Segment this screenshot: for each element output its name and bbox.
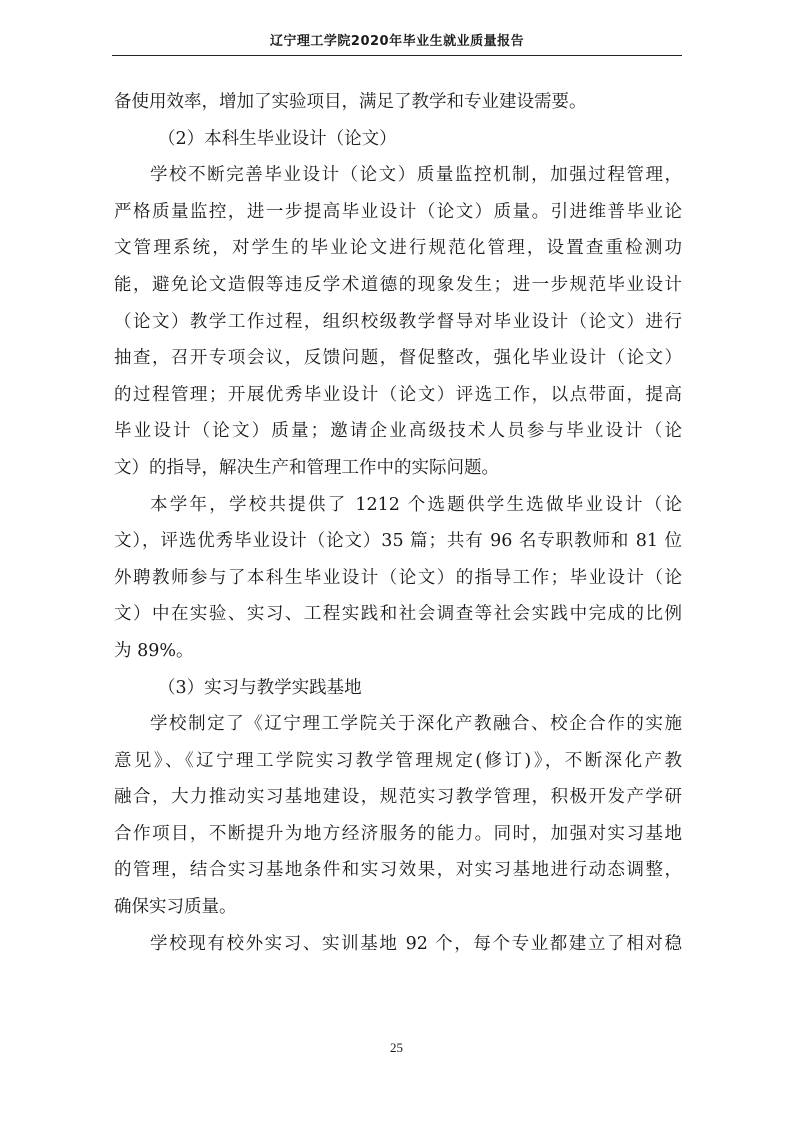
body-text [114,84,682,962]
paragraph-line: 备使用效率，增加了实验项目，满足了教学和专业建设需要。 [114,92,587,112]
paragraph-line: 文）的指导，解决生产和管理工作中的实际问题。 [114,457,499,478]
paragraph-line: 学校现有校外实习、实训基地 92 个，每个专业都建立了相对稳 [150,933,682,954]
section-heading: （2）本科生毕业设计（论文） [158,128,397,149]
paragraph-line: 合作项目，不断提升为地方经济服务的能力。同时，加强对实习基地 [114,823,682,844]
section-heading: （3）实习与教学实践基地 [158,677,362,698]
paragraph-line: 学校制定了《辽宁理工学院关于深化产教融合、校企合作的实施 [150,714,682,735]
paragraph-line: 的过程管理；开展优秀毕业设计（论文）评选工作，以点带面，提高 [114,384,682,405]
paragraph-line: 文管理系统，对学生的毕业论文进行规范化管理，设置查重检测功 [114,238,682,259]
paragraph-line: 文），评选优秀毕业设计（论文）35 篇；共有 96 名专职教师和 81 位 [114,531,682,552]
paragraph-line: 意见》、《辽宁理工学院实习教学管理规定(修订)》，不断深化产教 [114,750,682,771]
paragraph-line: 学校不断完善毕业设计（论文）质量监控机制，加强过程管理， [150,165,682,186]
paragraph-line: 能，避免论文造假等违反学术道德的现象发生；进一步规范毕业设计 [114,274,682,295]
paragraph-line: 外聘教师参与了本科生毕业设计（论文）的指导工作；毕业设计（论 [114,567,682,588]
header-rule [112,55,682,56]
paragraph-line: （论文）教学工作过程，组织校级教学督导对毕业设计（论文）进行 [114,311,682,332]
page-number: 25 [390,1040,403,1055]
paragraph-line: 文）中在实验、实习、工程实践和社会调查等社会实践中完成的比例 [114,604,682,625]
paragraph-line: 严格质量监控，进一步提高毕业设计（论文）质量。引进维普毕业论 [114,201,682,222]
running-header: 辽宁理工学院2020年毕业生就业质量报告 [269,34,525,49]
paragraph-line: 的管理，结合实习基地条件和实习效果，对实习基地进行动态调整， [114,860,682,881]
paragraph-line: 毕业设计（论文）质量；邀请企业高级技术人员参与毕业设计（论 [114,421,682,442]
paragraph-line: 本学年，学校共提供了 1212 个选题供学生选做毕业设计（论 [150,494,682,515]
paragraph-line: 融合，大力推动实习基地建设，规范实习教学管理，积极开发产学研 [114,787,682,808]
paragraph-line: 为 89%。 [114,640,194,661]
paragraph-line: 抽查，召开专项会议，反馈问题，督促整改，强化毕业设计（论文） [114,348,682,369]
paragraph-line: 确保实习质量。 [114,897,237,918]
